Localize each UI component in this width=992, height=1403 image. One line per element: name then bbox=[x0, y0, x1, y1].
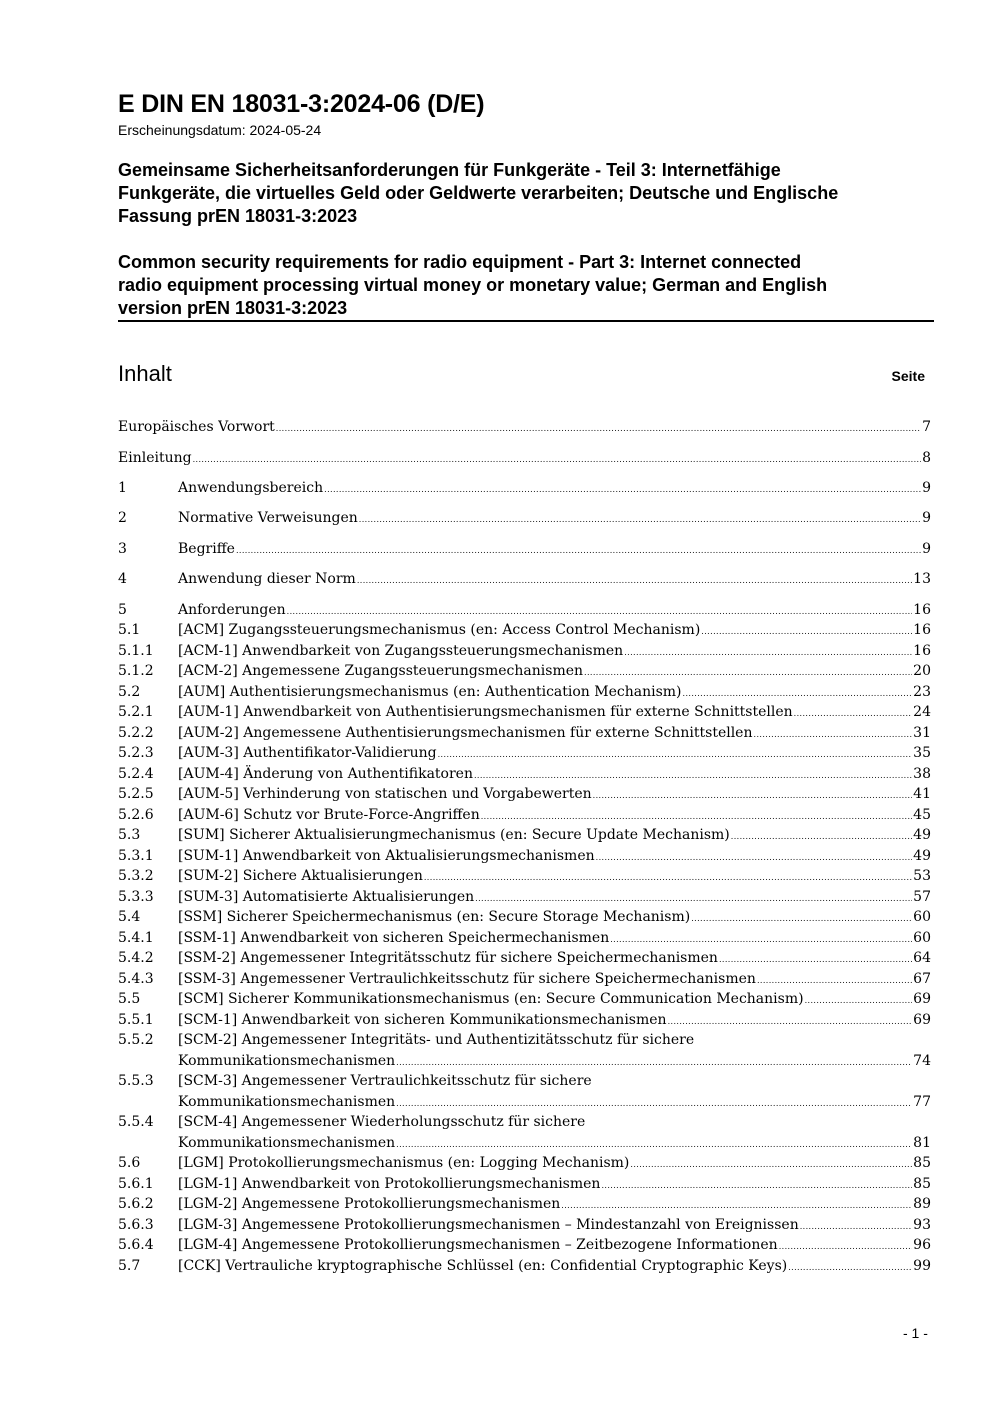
toc-entry-title: [AUM-4] Änderung von Authentifikatoren bbox=[178, 766, 473, 782]
toc-entry-page: 77 bbox=[913, 1093, 931, 1110]
toc-entry-title: Begriffe bbox=[178, 541, 235, 557]
toc-entry-page: 67 bbox=[913, 971, 931, 987]
toc-dot-leader bbox=[788, 1256, 912, 1279]
toc-entry-line bbox=[178, 508, 931, 531]
toc-entry-number: 5.2.2 bbox=[118, 725, 154, 741]
toc-entry-page: 9 bbox=[922, 510, 931, 526]
toc-entry-page: 69 bbox=[913, 1012, 931, 1028]
toc-entry-page: 13 bbox=[913, 571, 931, 587]
toc-dot-leader bbox=[359, 508, 921, 531]
title-german bbox=[118, 159, 933, 228]
toc-entry[interactable] bbox=[118, 948, 931, 971]
toc-entry-title: [SCM-2] Angemessener Integritäts- und Authentizitätsschutz für sichere bbox=[178, 1032, 695, 1048]
toc-entry-line bbox=[178, 825, 931, 848]
toc-entry-page: 81 bbox=[913, 1134, 931, 1151]
toc-entry-line bbox=[178, 1133, 931, 1156]
toc-entry-page: 9 bbox=[922, 541, 931, 557]
toc-entry-page: 89 bbox=[913, 1196, 931, 1212]
toc-entry[interactable] bbox=[118, 569, 931, 592]
title-english-line: version prEN 18031-3:2023 bbox=[118, 298, 348, 318]
toc-entry-number: 5.5 bbox=[118, 991, 141, 1007]
toc-entry-title: Anwendung dieser Norm bbox=[178, 571, 356, 587]
toc-entry-body bbox=[178, 1235, 931, 1258]
toc-entry-number: 5.7 bbox=[118, 1258, 141, 1274]
toc-entry-line bbox=[178, 661, 931, 684]
toc-entry-page: 57 bbox=[913, 889, 931, 905]
toc-entry-title: [SSM-3] Angemessener Vertraulichkeitsschutz für sichere Speichermechanismen bbox=[178, 971, 756, 987]
toc-dot-leader bbox=[357, 569, 912, 592]
toc-entry-title: [SUM-2] Sichere Aktualisierungen bbox=[178, 868, 423, 884]
toc-entry-line bbox=[178, 478, 931, 501]
toc-entry-title: [SSM-1] Anwendbarkeit von sicheren Speichermechanismen bbox=[178, 930, 610, 946]
toc-dot-leader bbox=[805, 989, 913, 1012]
toc-dot-leader bbox=[438, 743, 913, 766]
toc-entry-title: [SUM-3] Automatisierte Aktualisierungen bbox=[178, 889, 475, 905]
toc-entry[interactable] bbox=[118, 866, 931, 889]
toc-entry-page: 85 bbox=[913, 1155, 931, 1171]
toc-entry-title: [ACM-1] Anwendbarkeit von Zugangssteuerungsmechanismen bbox=[178, 643, 624, 659]
toc-entry-body bbox=[118, 448, 931, 471]
toc-entry-number: 1 bbox=[118, 480, 127, 496]
toc-entry[interactable] bbox=[118, 417, 931, 440]
toc-entry-number: 5.1.2 bbox=[118, 663, 154, 679]
toc-entry-title: Normative Verweisungen bbox=[178, 510, 358, 526]
toc-entry-page: 31 bbox=[913, 725, 931, 741]
toc-entry-number: 5.2.1 bbox=[118, 704, 154, 720]
toc-entry[interactable] bbox=[118, 907, 931, 930]
toc-entry-line bbox=[178, 1051, 931, 1074]
toc-entry-number: 5.2.3 bbox=[118, 745, 154, 761]
toc-entry-number: 2 bbox=[118, 510, 127, 526]
title-german-line: Fassung prEN 18031-3:2023 bbox=[118, 206, 358, 226]
toc-entry-page: 16 bbox=[913, 622, 931, 638]
toc-entry-page: 35 bbox=[913, 745, 931, 761]
toc-entry-body bbox=[178, 661, 931, 684]
toc-entry-title: [SSM-2] Angemessener Integritätsschutz für sichere Speichermechanismen bbox=[178, 950, 718, 966]
toc-entry-number: 5.4.2 bbox=[118, 950, 154, 966]
toc-dot-leader bbox=[561, 1194, 912, 1217]
toc-entry-title: [CCK] Vertrauliche kryptographische Schlüssel (en: Confidential Cryptographic Keys) bbox=[178, 1258, 788, 1274]
toc-entry-title: [AUM-2] Angemessene Authentisierungsmechanismen für externe Schnittstellen bbox=[178, 725, 753, 741]
toc-entry-page: 60 bbox=[913, 909, 931, 925]
toc-entry-body bbox=[178, 1256, 931, 1279]
toc-entry-line bbox=[178, 1256, 931, 1279]
toc-entry-line bbox=[118, 448, 931, 471]
toc-entry-title: [SCM-1] Anwendbarkeit von sicheren Kommunikationsmechanismen bbox=[178, 1012, 667, 1028]
title-german-line: Funkgeräte, die virtuelles Geld oder Geldwerte verarbeiten; Deutsche und Englische bbox=[118, 183, 839, 203]
toc-entry-page: 23 bbox=[913, 684, 931, 700]
toc-entry[interactable] bbox=[118, 620, 931, 643]
toc-entry-page: 49 bbox=[913, 827, 931, 843]
toc-entry-body bbox=[178, 989, 931, 1012]
toc-entry-body bbox=[178, 569, 931, 592]
toc-entry-line bbox=[118, 417, 931, 440]
toc-entry-number: 5.5.3 bbox=[118, 1073, 154, 1089]
toc-entry-body bbox=[178, 743, 931, 766]
toc-entry-number: 5.4.3 bbox=[118, 971, 154, 987]
title-divider bbox=[118, 320, 934, 322]
toc-entry-page: 8 bbox=[922, 450, 931, 466]
toc-entry-line bbox=[178, 539, 931, 562]
toc-entry-page: 99 bbox=[913, 1258, 931, 1274]
toc-entry-number: 5.6 bbox=[118, 1155, 141, 1171]
toc-entry-body bbox=[178, 825, 931, 848]
toc-entry-number: 5.6.4 bbox=[118, 1237, 154, 1253]
toc-page-column-label: Seite bbox=[891, 368, 925, 384]
toc-entry-page: 93 bbox=[913, 1217, 931, 1233]
toc-dot-leader bbox=[794, 702, 913, 725]
toc-entry-body bbox=[178, 1153, 931, 1176]
toc-entry-title: [AUM] Authentisierungsmechanismus (en: Authentication Mechanism) bbox=[178, 684, 682, 700]
toc-entry[interactable] bbox=[118, 539, 931, 562]
toc-entry-title: [LGM-3] Angemessene Protokollierungsmechanismen – Mindestanzahl von Ereignissen bbox=[178, 1217, 799, 1233]
toc-dot-leader bbox=[630, 1153, 912, 1176]
toc-entry-line bbox=[178, 1235, 931, 1258]
toc-entry[interactable] bbox=[118, 825, 931, 848]
toc-entry-line bbox=[178, 1194, 931, 1217]
toc-entry-title: [AUM-5] Verhinderung von statischen und Vorgabewerten bbox=[178, 786, 592, 802]
toc-dot-leader bbox=[396, 1133, 912, 1156]
toc-entry-number: 5.2.4 bbox=[118, 766, 154, 782]
toc-entry-page: 69 bbox=[913, 991, 931, 1007]
toc-entry[interactable] bbox=[118, 1112, 931, 1155]
toc-entry-title: [SCM-4] Angemessener Wiederholungsschutz für sichere bbox=[178, 1114, 586, 1130]
toc-entry[interactable] bbox=[118, 784, 931, 807]
toc-entry-title: Europäisches Vorwort bbox=[118, 419, 275, 435]
toc-entry-page: 38 bbox=[913, 766, 931, 782]
toc-entry-page: 60 bbox=[913, 930, 931, 946]
toc-entry-line bbox=[178, 948, 931, 971]
toc-entry-title: Anwendungsbereich bbox=[178, 480, 324, 496]
toc-entry-number: 5.4.1 bbox=[118, 930, 154, 946]
toc-dot-leader bbox=[276, 417, 921, 440]
toc-dot-leader bbox=[593, 784, 913, 807]
toc-entry-title: [SSM] Sicherer Speichermechanismus (en: Secure Storage Mechanism) bbox=[178, 909, 691, 925]
toc-dot-leader bbox=[731, 825, 912, 848]
toc-entry-title-continued: Kommunikationsmechanismen bbox=[178, 1052, 396, 1069]
toc-entry-page: 45 bbox=[913, 807, 931, 823]
toc-entry-line bbox=[178, 1153, 931, 1176]
toc-entry-number: 5.1 bbox=[118, 622, 141, 638]
toc-entry-title: Einleitung bbox=[118, 450, 192, 466]
toc-entry-line bbox=[178, 907, 931, 930]
toc-dot-leader bbox=[691, 907, 912, 930]
toc-entry-body bbox=[178, 1030, 931, 1073]
toc-entry-title: [ACM] Zugangssteuerungsmechanismus (en: Access Control Mechanism) bbox=[178, 622, 701, 638]
toc-entry-number: 5.3.3 bbox=[118, 889, 154, 905]
toc-entry-page: 16 bbox=[913, 602, 931, 618]
toc-entry-page: 41 bbox=[913, 786, 931, 802]
toc-dot-leader bbox=[193, 448, 922, 471]
toc-entry-page: 64 bbox=[913, 950, 931, 966]
toc-entry-title-continued: Kommunikationsmechanismen bbox=[178, 1134, 396, 1151]
toc-entry-number: 3 bbox=[118, 541, 127, 557]
toc-entry-title: [ACM-2] Angemessene Zugangssteuerungsmechanismen bbox=[178, 663, 584, 679]
toc-entry-number: 5.4 bbox=[118, 909, 141, 925]
toc-entry-title: [SCM-3] Angemessener Vertraulichkeitsschutz für sichere bbox=[178, 1073, 592, 1089]
toc-entry[interactable] bbox=[118, 989, 931, 1012]
toc-entry[interactable] bbox=[118, 702, 931, 725]
toc-entry[interactable] bbox=[118, 478, 931, 501]
toc-entry-page: 96 bbox=[913, 1237, 931, 1253]
title-german-line: Gemeinsame Sicherheitsanforderungen für Funkgeräte - Teil 3: Internetfähige bbox=[118, 160, 781, 180]
toc-entry-line bbox=[178, 702, 931, 725]
toc-entry-page: 74 bbox=[913, 1052, 931, 1069]
title-english-line: radio equipment processing virtual money or monetary value; German and English bbox=[118, 275, 828, 295]
toc-entry-page: 9 bbox=[922, 480, 931, 496]
toc-entry-body bbox=[178, 1071, 931, 1114]
toc-entry-number: 5.5.1 bbox=[118, 1012, 154, 1028]
toc-entry-line bbox=[178, 743, 931, 766]
toc-entry-body bbox=[178, 1112, 931, 1155]
toc-entry-number: 5.1.1 bbox=[118, 643, 154, 659]
toc-entry-line bbox=[178, 1092, 931, 1115]
toc-entry-body bbox=[178, 539, 931, 562]
toc-entry-number: 4 bbox=[118, 571, 127, 587]
toc-entry-page: 49 bbox=[913, 848, 931, 864]
toc-entry-line bbox=[178, 989, 931, 1012]
toc-dot-leader bbox=[324, 478, 921, 501]
toc-entry-number: 5.3.2 bbox=[118, 868, 154, 884]
toc-entry-title: Anforderungen bbox=[178, 602, 286, 618]
toc-entry[interactable] bbox=[118, 1235, 931, 1258]
toc-dot-leader bbox=[236, 539, 921, 562]
toc-entry-title: [LGM] Protokollierungsmechanismus (en: Logging Mechanism) bbox=[178, 1155, 630, 1171]
toc-entry-title: [AUM-6] Schutz vor Brute-Force-Angriffen bbox=[178, 807, 480, 823]
toc-entry-body bbox=[118, 417, 931, 440]
toc-entry-page: 20 bbox=[913, 663, 931, 679]
toc-entry-page: 85 bbox=[913, 1176, 931, 1192]
toc-entry-title: [SUM] Sicherer Aktualisierungmechanismus (en: Secure Update Mechanism) bbox=[178, 827, 730, 843]
toc-entry-page: 16 bbox=[913, 643, 931, 659]
toc-entry-body bbox=[178, 866, 931, 889]
toc-entry[interactable] bbox=[118, 1256, 931, 1279]
toc-entry-line bbox=[178, 784, 931, 807]
toc-entry-body bbox=[178, 1194, 931, 1217]
toc-entry[interactable] bbox=[118, 1153, 931, 1176]
toc-entry-body bbox=[178, 907, 931, 930]
toc-dot-leader bbox=[719, 948, 912, 971]
toc-entry-number: 5 bbox=[118, 602, 127, 618]
toc-dot-leader bbox=[396, 1051, 912, 1074]
toc-entry-line bbox=[178, 569, 931, 592]
toc-entry-body bbox=[178, 784, 931, 807]
toc-entry[interactable] bbox=[118, 1194, 931, 1217]
toc-entry-number: 5.2 bbox=[118, 684, 141, 700]
toc-entry-body bbox=[178, 508, 931, 531]
toc-heading: Inhalt bbox=[118, 361, 172, 386]
toc-entry-number: 5.6.2 bbox=[118, 1196, 154, 1212]
toc-entry-number: 5.6.3 bbox=[118, 1217, 154, 1233]
toc-dot-leader bbox=[424, 866, 912, 889]
toc-entry-page: 7 bbox=[922, 419, 931, 435]
toc-entry-page: 53 bbox=[913, 868, 931, 884]
toc-entry[interactable] bbox=[118, 1071, 931, 1114]
toc-entry[interactable] bbox=[118, 661, 931, 684]
toc-entry-title: [LGM-4] Angemessene Protokollierungsmechanismen – Zeitbezogene Informationen bbox=[178, 1237, 778, 1253]
toc-entry-title: [SUM-1] Anwendbarkeit von Aktualisierungsmechanismen bbox=[178, 848, 595, 864]
toc-entry-title-continued: Kommunikationsmechanismen bbox=[178, 1093, 396, 1110]
toc-entry-body bbox=[178, 948, 931, 971]
toc-entry-title: [LGM-1] Anwendbarkeit von Protokollierungsmechanismen bbox=[178, 1176, 601, 1192]
toc-entry-number: 5.5.4 bbox=[118, 1114, 154, 1130]
toc-entry-title: [SCM] Sicherer Kommunikationsmechanismus (en: Secure Communication Mechanism) bbox=[178, 991, 804, 1007]
toc-entry-number: 5.2.5 bbox=[118, 786, 154, 802]
toc-entry[interactable] bbox=[118, 508, 931, 531]
toc-entry-number: 5.3 bbox=[118, 827, 141, 843]
toc-entry-title: [AUM-3] Authentifikator-Validierung bbox=[178, 745, 437, 761]
toc-entry-line bbox=[178, 866, 931, 889]
toc-entry-number: 5.6.1 bbox=[118, 1176, 154, 1192]
toc-entry-body bbox=[178, 478, 931, 501]
title-english bbox=[118, 251, 933, 320]
publication-date: Erscheinungsdatum: 2024-05-24 bbox=[118, 122, 322, 138]
toc-entry-line bbox=[178, 620, 931, 643]
toc-entry-body bbox=[178, 702, 931, 725]
toc-dot-leader bbox=[396, 1092, 912, 1115]
toc-entry-body bbox=[178, 620, 931, 643]
toc-entry-page: 24 bbox=[913, 704, 931, 720]
toc-entry[interactable] bbox=[118, 743, 931, 766]
document-id: E DIN EN 18031-3:2024-06 (D/E) bbox=[118, 90, 485, 118]
title-english-line: Common security requirements for radio equipment - Part 3: Internet connected bbox=[118, 252, 802, 272]
toc-dot-leader bbox=[701, 620, 912, 643]
toc-dot-leader bbox=[779, 1235, 912, 1258]
toc-entry-title: [LGM-2] Angemessene Protokollierungsmechanismen bbox=[178, 1196, 561, 1212]
toc-dot-leader bbox=[584, 661, 912, 684]
toc-entry[interactable] bbox=[118, 448, 931, 471]
toc-entry-title: [AUM-1] Anwendbarkeit von Authentisierungsmechanismen für externe Schnittstellen bbox=[178, 704, 793, 720]
page-number: - 1 - bbox=[903, 1325, 928, 1341]
toc-entry-number: 5.3.1 bbox=[118, 848, 154, 864]
toc-entry-number: 5.5.2 bbox=[118, 1032, 154, 1048]
toc-entry-number: 5.2.6 bbox=[118, 807, 154, 823]
toc-entry[interactable] bbox=[118, 1030, 931, 1073]
